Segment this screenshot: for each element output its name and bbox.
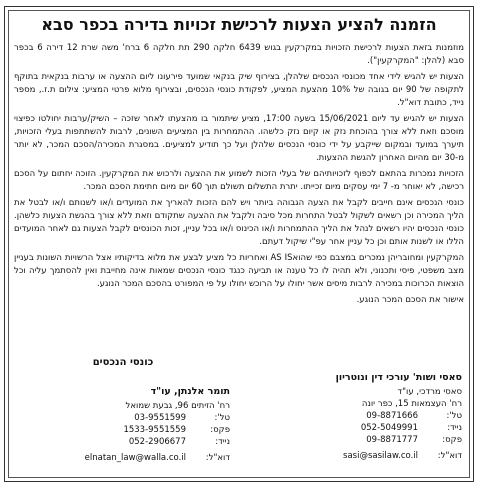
notice-paragraph: הצעות יש להגיש לידי אחד מכונסי הנכסים שלהלן, בצירוף שיק בנקאי שמועד פירעונו ליום ההצעה או ערבות בנקאית בתוקף לתקופה של 90 יום בגובה של 10% מהצעת המציע, לפקודת כונסי הנכסים, ובצירוף מלוא פרטי המציע: צילום ת.ז., מספר נייד, כתובת דוא"ל.	[14, 72, 464, 108]
receiver-phone	[246, 410, 462, 422]
receiver-name: סאסי מרדכי, עו"ד	[397, 387, 462, 397]
receiver-email	[16, 452, 230, 464]
notice-body	[14, 42, 464, 356]
receiver-address: רח' העצמאות 15, כפר יונה	[361, 399, 462, 409]
phone-number[interactable]: 03-9551599	[134, 413, 186, 423]
receiver-mobile	[246, 422, 462, 434]
mobile-number[interactable]: 052-2906677	[128, 437, 186, 447]
notice-paragraph: כונסי הנכסים אינם חייבים לקבל את הצעה הגבוהה ביותר ויש להם הזכות להאריך את המועדים ו/או לשנותם ו/או לבטל את הליך המכירה וכן רשאים לשקול לבטל התחרות מכל סיבה ולקבל את ההצעה שתקודם וזאת ללא צורך בהגשת הצעות כלשהן. כונסי הנכסים יהיו רשאים לנהל את הליך ההתמחרות ו/או הכינוס ו/או בכל עניין, זכות הכונסים לקבל הצעות גם לאחר המועדים הללו או לשנות אותם וכן כל עניין אחר עפ"י שיקול דעתם.	[14, 198, 464, 247]
receiver-address: רח' הזיתים 96, גבעת שמואל	[125, 401, 230, 411]
notice-paragraph: הזכויות נמכרות בהתאם לכפוף לזכויותיהם של בעלי הזכות לשמוע את ההצעה ולרכוש את המקרקעין. הזוכה יחתום על הסכם רכישה, לא יאוחר מ- 7 ימי עסקים מיום זכייתו. יתרת התשלום תשולם תוך 60 יום מיום חתימת הסכם המכר.	[14, 169, 464, 192]
phone-label: טל':	[214, 413, 230, 423]
receiver-fax	[16, 424, 230, 436]
receiver-phone	[16, 412, 230, 424]
receiver-fax	[246, 434, 462, 446]
email-link[interactable]: elnatan_law@walla.co.il	[84, 453, 186, 463]
notice-paragraph: המקרקעין ומחובריהן נמכרים במצבם כפי שהואAS IS ואחריות כל מציע לבצע את מלוא בדיקותיו אצל הרשויות השונות בעניין מצב משפטי, פיסי ותכנוני, ולא תהיה לו כל טענה או תביעה כנגד כונסי הנכסים שמאות אינה מחייבת ואין להסתמך עליה וכל הוצאות הכרוכות במכירה לרבות מיסים אשר יחולו על הרוכש יחולו על פי המפורט בהסכם המכר הנוגע.	[14, 253, 464, 289]
notice-paragraph: הצעות יש להגיש עד ליום 15/06/2021 בשעה 17:00, מציע שיתמור בו מהצעתו לאחר שזכה – השיק/ערבות יחולטו כפיצוי מוסכם וזאת ללא צורך בהוכחת נזק או קיום נזק כלשהו. ההתמחרות בין המציעים השונים, לרבות להשתתפות בעלי הזכויות, תיערך במועד ובמקום שייקבע על ידי כונסי הנכסים שלהלן ועל כך תודיע למציעים. במסגרת המכירה/הסכם המכר, לא יותר מ-30 יום מהיום האחרון להגשת ההצעות.	[14, 114, 464, 163]
mobile-label: נייד:	[215, 437, 230, 447]
receiver-name: תומר אלנתן, עו"ד	[150, 386, 230, 397]
mobile-label: נייד:	[447, 423, 462, 433]
phone-label: טל':	[446, 411, 462, 421]
email-link[interactable]: sasi@sasilaw.co.il	[343, 451, 418, 461]
receiver-firm-name: סאסי ושות' עורכי דין ונוטריון	[335, 372, 462, 383]
email-label: דוא"ל:	[205, 453, 230, 463]
receiver-email	[246, 450, 462, 462]
fax-number: 1533-9551559	[123, 425, 186, 435]
notice-paragraph: מוזמנות בזאת הצעות לרכישת הזכויות במקרקעין בגוש 6439 חלקה 290 תת חלקה 6 ברח' משה שרת 12 דירה 6 בכפר סבא (להלן: "המקרקעין").	[14, 43, 464, 66]
receiver-mobile	[16, 436, 230, 448]
receiver-sasi	[246, 372, 462, 478]
fax-label: פקס:	[210, 425, 230, 435]
notice-paragraph: אישור את הסכם המכר הנוגע.	[356, 295, 464, 305]
mobile-number[interactable]: 052-5049991	[360, 423, 418, 433]
fax-label: פקס:	[442, 435, 462, 445]
email-label: דוא"ל:	[437, 451, 462, 461]
fax-number: 09-8871777	[366, 435, 418, 445]
receivers-heading: כונסי הנכסים	[92, 357, 154, 368]
phone-number[interactable]: 09-8871666	[366, 411, 418, 421]
notice-headline: הזמנה להציע הצעות לרכישת זכויות בדירה בכפר סבא	[41, 15, 437, 34]
receiver-elnatan	[16, 386, 230, 492]
